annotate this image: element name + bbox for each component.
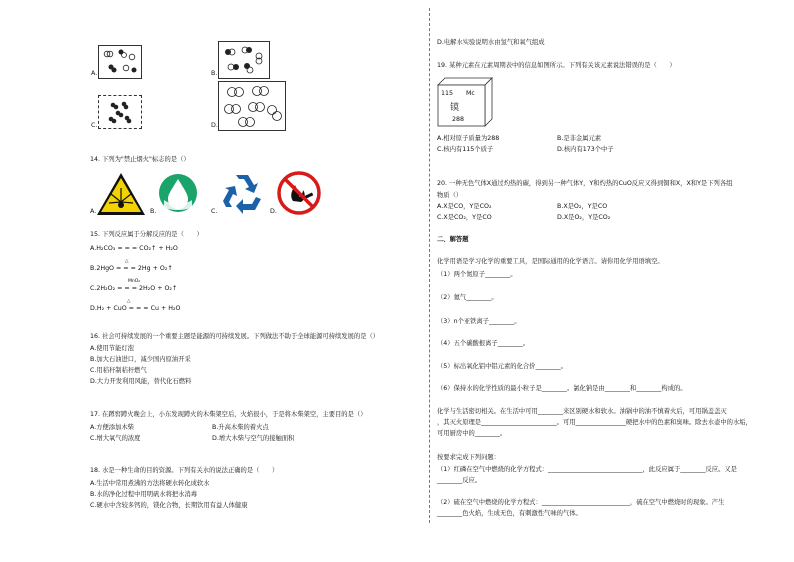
q13-diagram-c xyxy=(98,95,142,129)
q15-option-c: C.2H₂O₂ = = = 2H₂O + O₂↑ xyxy=(90,285,178,292)
q18-option-b: B.水的净化过程中用明矾水将把水消毒 xyxy=(90,491,198,498)
q21-item-6: （6）保持水的化学性质的最小粒子是________。氯化钠是由________和________构成的。 xyxy=(437,385,687,392)
recycle-icon xyxy=(218,171,266,215)
q19-tile-number: 115 xyxy=(441,90,454,97)
q14-stem: 14. 下列为"禁止烟火"标志的是（） xyxy=(90,156,190,163)
q21-item-2: （2）氦气________。 xyxy=(437,294,498,301)
q18-option-d: D.电解水实验说明水由氢气和氧气组成 xyxy=(437,39,545,46)
q13-option-d-label: D. xyxy=(211,122,218,129)
q17-option-d: D.增大木柴与空气的接触面积 xyxy=(212,435,295,442)
q23-item-2: （2）硫在空气中燃烧的化学方程式：____________________________，硫在空气中燃烧时的现象。产生 xyxy=(437,499,725,506)
q18-option-a: A.生活中常用煮沸的方法将硬水转化成软水 xyxy=(90,480,210,487)
q15-option-b-condition: △ xyxy=(125,259,129,264)
q21-item-1: （1）两个氮原子________。 xyxy=(437,271,517,278)
q20-stem-line1: 20. 一种无色气体X通过灼热的碳，得到另一种气体Y，Y和灼热的CuO反应又得到铜和X，X和Y是下列各组 xyxy=(437,180,733,187)
q19-tile-mass: 288 xyxy=(452,116,465,123)
q19-tile-name: 镆 xyxy=(450,103,460,113)
q15-option-c-condition: MnO₂ xyxy=(128,279,141,284)
no-smoking-fire-icon xyxy=(277,171,321,215)
q13-diagram-d xyxy=(218,81,286,131)
molecule-d-icon xyxy=(219,82,285,130)
molecule-a-icon xyxy=(99,46,141,78)
q22-line-1: 化学与生活密切相关。在生活中可用________来区别硬水和软水。油锅中的油不慎着火后，可用锅盖盖灭 xyxy=(437,408,727,415)
q15-option-d: D.H₂ + CuO = = = Cu + H₂O xyxy=(90,305,181,312)
explosive-warning-icon xyxy=(96,172,146,216)
q18-option-c: C.硬水中含较多钙的，镁化合物，长期饮用有益人体健康 xyxy=(90,502,248,509)
q16-option-a: A.使用节能灯泡 xyxy=(90,345,134,352)
q23-item-2-cont: ________色火焰，生成无色，有刺激性气味的气体。 xyxy=(437,510,582,517)
q13-diagram-b xyxy=(218,41,270,79)
q13-option-b-label: B. xyxy=(211,70,218,77)
q20-option-b: B.X是O₂，Y是CO xyxy=(557,203,608,210)
q13-option-a-label: A. xyxy=(91,70,98,77)
element-tile-cube xyxy=(437,77,493,127)
q15-option-a: A.H₂CO₃ = = = CO₂↑ + H₂O xyxy=(90,245,178,252)
q19-option-b: B.是非金属元素 xyxy=(557,135,602,142)
q15-option-d-condition: △ xyxy=(127,299,131,304)
q19-option-d: D.核内有173个中子 xyxy=(557,146,614,153)
q23-item-1: （1）红磷在空气中燃烧的化学方程式：______________________________，此反应属于________反应。又是 xyxy=(437,466,737,473)
q21-item-5: （5）标出氧化铝中铝元素的化合价________。 xyxy=(437,363,567,370)
q14-option-a-label: A. xyxy=(90,208,97,215)
q14-option-d-label: D. xyxy=(270,208,277,215)
q16-option-d: D.大力开发利用风能，替代化石燃料 xyxy=(90,378,192,385)
q21-intro: 化学用语是学习化学的重要工具，是国际通用的化学语言。请你用化学用语填空。 xyxy=(437,258,664,265)
q16-option-c: C.用秸秆制秸秆燃气 xyxy=(90,367,147,374)
q17-option-b: B.升高木柴的着火点 xyxy=(212,424,269,431)
molecule-c-icon xyxy=(99,96,141,128)
q23-item-1-cont: ________反应。 xyxy=(437,477,482,484)
water-saving-icon xyxy=(158,173,198,213)
q19-stem: 19. 某种元素在元素周期表中的信息如图所示。下列有关该元素说法错误的是（ ） xyxy=(437,62,676,69)
q17-option-c: C.增大氧气的浓度 xyxy=(90,435,141,442)
q15-stem: 15. 下列反应属于分解反应的是（ ） xyxy=(90,231,203,238)
section-heading: 二、解答题 xyxy=(437,236,469,243)
q20-option-d: D.X是O₂，Y是CO₂ xyxy=(557,214,611,221)
molecule-b-icon xyxy=(219,42,269,78)
q21-item-3: （3）n个亚铁离子________。 xyxy=(437,318,521,325)
q20-stem-line2: 物质（） xyxy=(437,192,463,199)
q22-line-2: ，其灭火原理是________________________。可用________________硬把水中的色素和臭味。除去水壶中的水垢， xyxy=(437,419,752,426)
q21-item-4: （4）五个碳酸根离子________。 xyxy=(437,340,530,347)
q19-tile-symbol: Mc xyxy=(466,90,475,97)
q16-option-b: B.加大石油进口，减少国内原油开采 xyxy=(90,356,191,363)
q13-option-c-label: C. xyxy=(91,122,98,129)
q14-option-b-label: B. xyxy=(150,208,157,215)
q13-diagram-a xyxy=(98,45,142,79)
q20-option-c: C.X是CO₂，Y是CO xyxy=(437,214,492,221)
q15-option-b: B.2HgO = = = 2Hg + O₂↑ xyxy=(90,265,173,272)
q16-stem: 16. 社会可持续发展的一个重要主题是能源的可持续发展。下列做法不助于全球能源可持续发展的是（） xyxy=(90,333,380,340)
q17-stem: 17. 在蹲窖蹲火晚会上，小东发现蹲火的木柴架空后，火焰很小，于是将木柴架空，主要目的是（） xyxy=(90,411,367,418)
q17-option-a: A.方便添加木柴 xyxy=(90,424,134,431)
q19-option-a: A.相对原子质量为288 xyxy=(437,135,500,142)
q19-option-c: C.核内有115个质子 xyxy=(437,146,494,153)
q20-option-a: A.X是CO，Y是CO₂ xyxy=(437,203,492,210)
q23-intro: 按要求完成下列问题： xyxy=(437,454,500,461)
q18-stem: 18. 水是一种生命的目的资源。下列有关水的说法正确的是（ ） xyxy=(90,467,279,474)
q22-line-3: 可用厨房中的________。 xyxy=(437,430,507,437)
q14-option-c-label: C. xyxy=(211,208,218,215)
column-divider xyxy=(429,8,430,523)
